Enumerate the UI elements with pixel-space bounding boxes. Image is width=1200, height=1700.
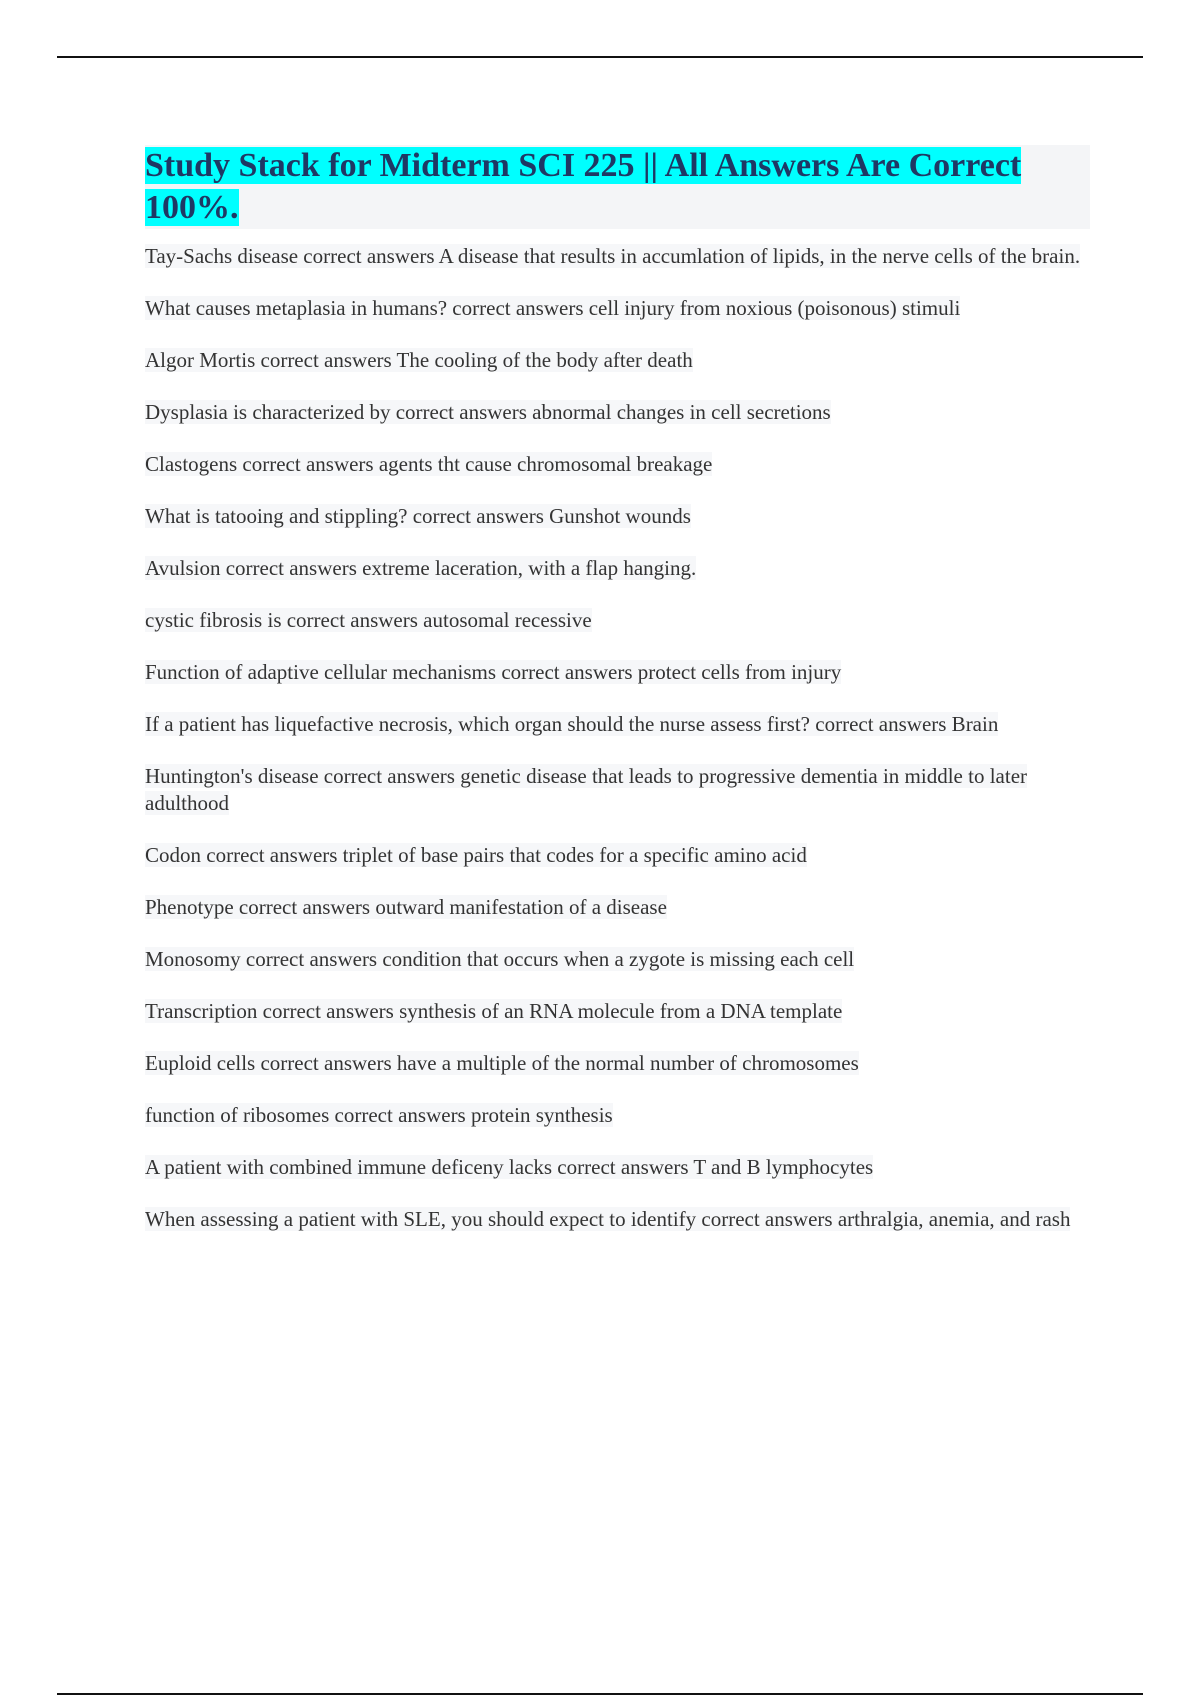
qa-item: Avulsion correct answers extreme laceration, with a flap hanging. — [145, 556, 697, 580]
document-title-text: Study Stack for Midterm SCI 225 || All Answers Are Correct 100%. — [145, 147, 1022, 226]
qa-item: Phenotype correct answers outward manifestation of a disease — [145, 895, 667, 919]
document-body — [145, 145, 1090, 1258]
document-title — [145, 145, 1090, 229]
qa-item: Codon correct answers triplet of base pairs that codes for a specific amino acid — [145, 843, 807, 867]
qa-item: When assessing a patient with SLE, you should expect to identify correct answers arthralgia, anemia, and rash — [145, 1207, 1071, 1231]
page-top-rule — [57, 56, 1143, 58]
qa-item: If a patient has liquefactive necrosis, which organ should the nurse assess first? correct answers Brain — [145, 712, 999, 736]
qa-item: Transcription correct answers synthesis of an RNA molecule from a DNA template — [145, 999, 843, 1023]
qa-item: What is tatooing and stippling? correct answers Gunshot wounds — [145, 504, 691, 528]
qa-item: Dysplasia is characterized by correct answers abnormal changes in cell secretions — [145, 400, 831, 424]
qa-item: Clastogens correct answers agents tht cause chromosomal breakage — [145, 452, 713, 476]
qa-item: Huntington's disease correct answers genetic disease that leads to progressive dementia in middle to later adulthood — [145, 764, 1028, 815]
qa-item: What causes metaplasia in humans? correct answers cell injury from noxious (poisonous) stimuli — [145, 296, 961, 320]
qa-item: Monosomy correct answers condition that occurs when a zygote is missing each cell — [145, 947, 855, 971]
qa-item: Euploid cells correct answers have a multiple of the normal number of chromosomes — [145, 1051, 859, 1075]
qa-item: Algor Mortis correct answers The cooling of the body after death — [145, 348, 693, 372]
title-block — [145, 145, 1090, 229]
qa-item: A patient with combined immune deficeny lacks correct answers T and B lymphocytes — [145, 1155, 874, 1179]
qa-item: cystic fibrosis is correct answers autosomal recessive — [145, 608, 592, 632]
qa-list — [145, 243, 1090, 1233]
qa-item: Function of adaptive cellular mechanisms correct answers protect cells from injury — [145, 660, 842, 684]
qa-item: Tay-Sachs disease correct answers A disease that results in accumlation of lipids, in the nerve cells of the brain. — [145, 244, 1081, 268]
qa-item: function of ribosomes correct answers protein synthesis — [145, 1103, 613, 1127]
page-bottom-rule — [57, 1693, 1143, 1695]
